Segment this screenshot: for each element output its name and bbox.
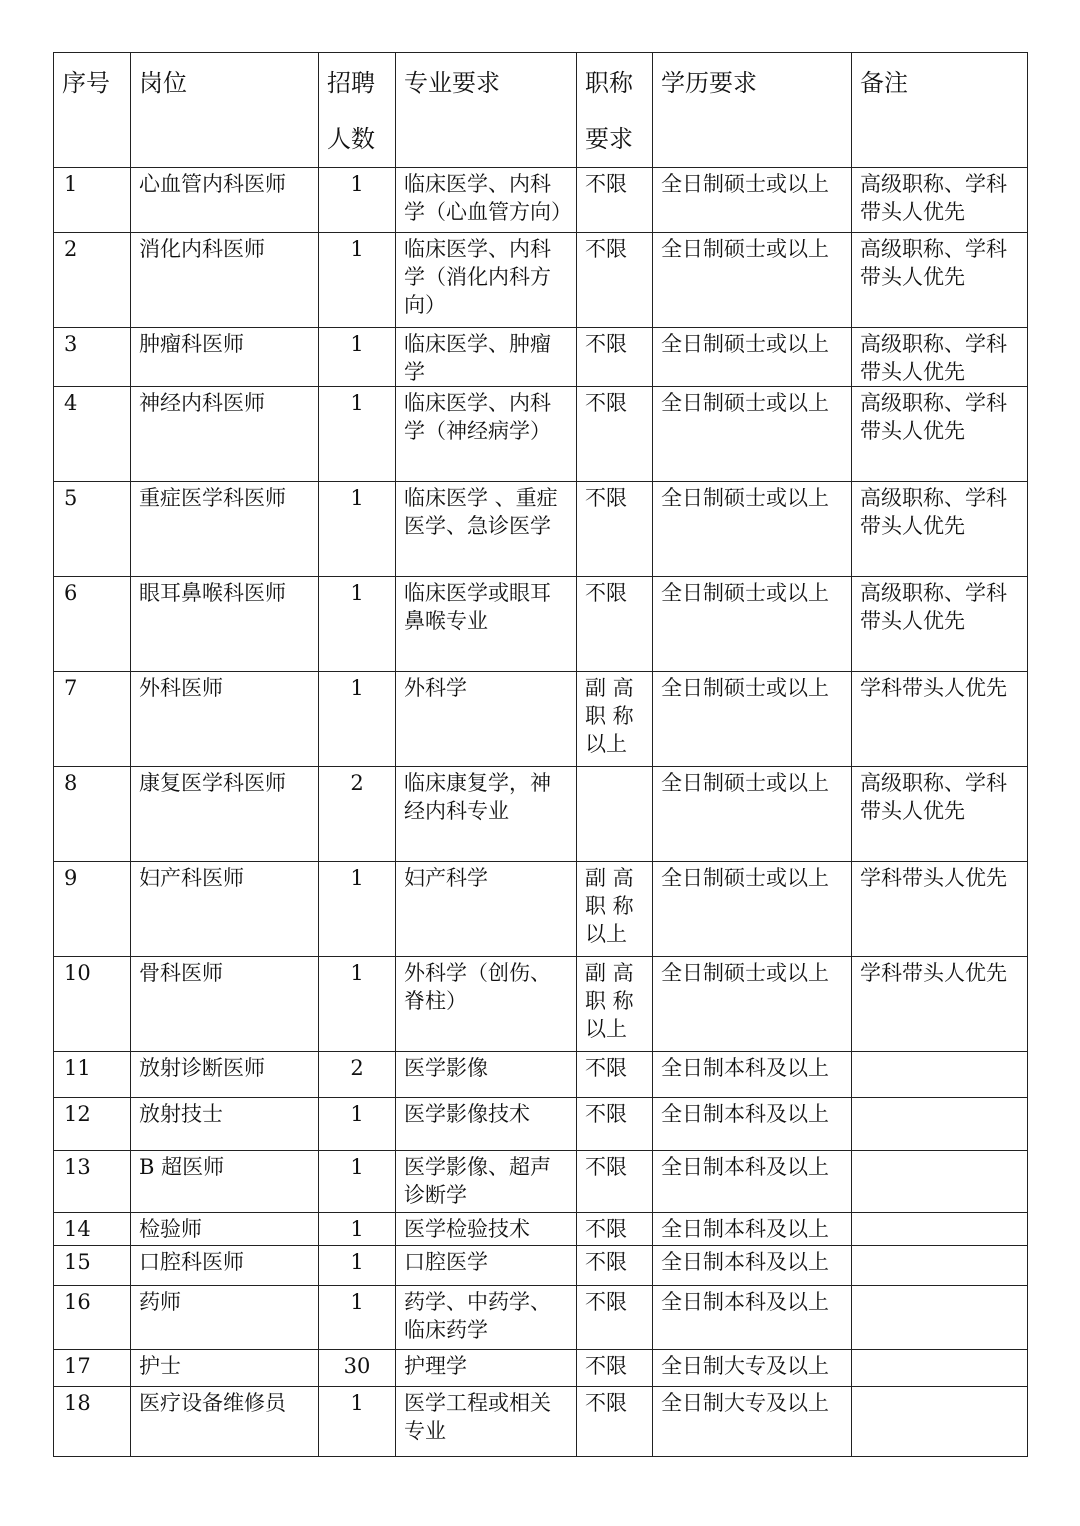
cell-count-text: 1: [350, 1391, 364, 1415]
cell-note-text: 高级职称、学科 带头人优先: [860, 391, 1007, 443]
cell-count-text: 1: [350, 172, 364, 196]
cell-post: [131, 1098, 319, 1151]
cell-major-text: 临床医学 、重症 医学、急诊医学: [404, 486, 558, 538]
cell-post: [131, 233, 319, 328]
cell-seq-text: 10: [64, 961, 91, 985]
cell-count: [319, 1387, 396, 1457]
cell-note: [852, 957, 1028, 1052]
cell-post: [131, 328, 319, 387]
cell-post: [131, 767, 319, 862]
cell-edu: [653, 862, 852, 957]
cell-post: [131, 1213, 319, 1246]
cell-seq: [54, 862, 131, 957]
cell-post-text: 康复医学科医师: [139, 771, 286, 795]
cell-title: [577, 387, 653, 482]
cell-post-text: B 超医师: [139, 1155, 225, 1179]
cell-note: [852, 1098, 1028, 1151]
cell-major: [396, 1350, 577, 1387]
cell-edu-text: 全日制硕士或以上: [661, 172, 829, 196]
table-row: [54, 1052, 1028, 1098]
cell-major-text: 临床医学或眼耳 鼻喉专业: [404, 581, 551, 633]
table-row: [54, 168, 1028, 233]
cell-note-text: 高级职称、学科 带头人优先: [860, 237, 1007, 289]
cell-title-text: 不限: [585, 1056, 627, 1080]
cell-post-text: 放射诊断医师: [139, 1056, 265, 1080]
cell-edu-text: 全日制本科及以上: [661, 1102, 829, 1126]
cell-seq-text: 17: [64, 1354, 91, 1378]
cell-note-text: 学科带头人优先: [860, 866, 1007, 890]
cell-seq-text: 3: [64, 332, 78, 356]
cell-edu: [653, 1098, 852, 1151]
cell-title-text: 不限: [585, 332, 627, 356]
cell-count-text: 1: [350, 676, 364, 700]
cell-note: [852, 168, 1028, 233]
cell-major-text: 临床医学、内科 学（神经病学）: [404, 391, 551, 443]
cell-major: [396, 1052, 577, 1098]
cell-count-text: 1: [350, 1250, 364, 1274]
cell-major-text: 临床医学、内科 学（消化内科方 向）: [404, 237, 551, 317]
cell-post: [131, 1151, 319, 1213]
cell-post-text: 眼耳鼻喉科医师: [139, 581, 286, 605]
cell-seq: [54, 1387, 131, 1457]
cell-note: [852, 233, 1028, 328]
header-post: 岗位: [131, 53, 319, 168]
cell-count: [319, 957, 396, 1052]
cell-count-text: 1: [350, 391, 364, 415]
cell-title-text: 不限: [585, 486, 627, 510]
cell-post-text: 外科医师: [139, 676, 223, 700]
cell-count: [319, 1246, 396, 1286]
cell-seq: [54, 233, 131, 328]
cell-title-text: 不限: [585, 1354, 627, 1378]
cell-edu-text: 全日制本科及以上: [661, 1056, 829, 1080]
table-body: [54, 168, 1028, 1457]
cell-count: [319, 1098, 396, 1151]
cell-post: [131, 482, 319, 577]
cell-major-text: 护理学: [404, 1354, 467, 1378]
header-title: 职称 要求: [577, 53, 653, 168]
cell-edu-text: 全日制硕士或以上: [661, 866, 829, 890]
cell-seq: [54, 482, 131, 577]
cell-post-text: 妇产科医师: [139, 866, 244, 890]
cell-edu-text: 全日制本科及以上: [661, 1290, 829, 1314]
cell-post: [131, 957, 319, 1052]
cell-count-text: 1: [350, 486, 364, 510]
cell-post-text: 放射技士: [139, 1102, 223, 1126]
cell-count-text: 30: [343, 1354, 371, 1378]
header-row: [54, 53, 1028, 168]
cell-title: [577, 1098, 653, 1151]
cell-note-text: 高级职称、学科 带头人优先: [860, 332, 1007, 384]
cell-note: [852, 1213, 1028, 1246]
table-row: [54, 1246, 1028, 1286]
cell-title: [577, 577, 653, 672]
cell-edu: [653, 1286, 852, 1350]
cell-edu-text: 全日制硕士或以上: [661, 676, 829, 700]
cell-title-text: 不限: [585, 1290, 627, 1314]
cell-note: [852, 1350, 1028, 1387]
cell-major-text: 医学影像技术: [404, 1102, 530, 1126]
cell-title: [577, 957, 653, 1052]
cell-seq-text: 5: [64, 486, 78, 510]
cell-seq: [54, 1246, 131, 1286]
cell-count: [319, 1052, 396, 1098]
cell-major: [396, 767, 577, 862]
cell-seq-text: 7: [64, 676, 78, 700]
cell-count: [319, 862, 396, 957]
cell-major-text: 医学影像、超声 诊断学: [404, 1155, 551, 1207]
cell-count: [319, 387, 396, 482]
cell-title-text: 不限: [585, 1217, 627, 1241]
cell-note: [852, 1387, 1028, 1457]
cell-major: [396, 233, 577, 328]
cell-seq-text: 8: [64, 771, 78, 795]
table-row: [54, 328, 1028, 387]
cell-edu: [653, 957, 852, 1052]
cell-title-text: 不限: [585, 1102, 627, 1126]
cell-count-text: 1: [350, 1290, 364, 1314]
cell-major-text: 外科学: [404, 676, 467, 700]
header-seq: 序号: [54, 53, 131, 168]
cell-seq-text: 2: [64, 237, 78, 261]
table-row: [54, 957, 1028, 1052]
cell-note: [852, 482, 1028, 577]
cell-title-text: 不限: [585, 1155, 627, 1179]
cell-note: [852, 328, 1028, 387]
cell-note: [852, 672, 1028, 767]
cell-count: [319, 672, 396, 767]
cell-count-text: 2: [350, 1056, 364, 1080]
cell-major: [396, 1286, 577, 1350]
cell-major: [396, 1098, 577, 1151]
cell-seq: [54, 767, 131, 862]
table-row: [54, 672, 1028, 767]
cell-note: [852, 862, 1028, 957]
cell-title: [577, 672, 653, 767]
recruitment-table: [53, 52, 1028, 1457]
cell-note-text: 高级职称、学科 带头人优先: [860, 581, 1007, 633]
header-edu: 学历要求: [653, 53, 852, 168]
cell-edu: [653, 1151, 852, 1213]
cell-major: [396, 672, 577, 767]
cell-count-text: 1: [350, 1102, 364, 1126]
cell-title: [577, 1052, 653, 1098]
cell-seq-text: 12: [64, 1102, 91, 1126]
cell-title-text: 不限: [585, 172, 627, 196]
cell-edu: [653, 672, 852, 767]
table-row: [54, 1151, 1028, 1213]
cell-post: [131, 862, 319, 957]
table-row: [54, 862, 1028, 957]
cell-major-text: 外科学（创伤、 脊柱）: [404, 961, 551, 1013]
cell-edu-text: 全日制硕士或以上: [661, 581, 829, 605]
cell-count: [319, 233, 396, 328]
cell-title-text: 副 高 职 称 以上: [585, 866, 634, 946]
cell-count-text: 1: [350, 1217, 364, 1241]
cell-count: [319, 1350, 396, 1387]
cell-seq: [54, 1151, 131, 1213]
table-row: [54, 577, 1028, 672]
cell-major: [396, 957, 577, 1052]
cell-major-text: 口腔医学: [404, 1250, 488, 1274]
cell-title: [577, 1213, 653, 1246]
cell-post: [131, 387, 319, 482]
cell-seq: [54, 1052, 131, 1098]
cell-post-text: 肿瘤科医师: [139, 332, 244, 356]
cell-major: [396, 1387, 577, 1457]
cell-major: [396, 577, 577, 672]
cell-note: [852, 1151, 1028, 1213]
cell-major: [396, 482, 577, 577]
cell-seq: [54, 1350, 131, 1387]
cell-title: [577, 862, 653, 957]
cell-note-text: 高级职称、学科 带头人优先: [860, 771, 1007, 823]
table-row: [54, 233, 1028, 328]
header-major: 专业要求: [396, 53, 577, 168]
cell-edu-text: 全日制硕士或以上: [661, 961, 829, 985]
cell-count-text: 1: [350, 237, 364, 261]
cell-count: [319, 577, 396, 672]
table-row: [54, 767, 1028, 862]
cell-edu: [653, 767, 852, 862]
cell-post-text: 护士: [139, 1354, 181, 1378]
cell-post-text: 骨科医师: [139, 961, 223, 985]
cell-seq-text: 6: [64, 581, 78, 605]
cell-title: [577, 1350, 653, 1387]
cell-edu: [653, 482, 852, 577]
cell-post-text: 口腔科医师: [139, 1250, 244, 1274]
cell-note: [852, 387, 1028, 482]
cell-count-text: 1: [350, 332, 364, 356]
cell-note: [852, 1246, 1028, 1286]
cell-post: [131, 672, 319, 767]
cell-note-text: 高级职称、学科 带头人优先: [860, 172, 1007, 224]
cell-major: [396, 168, 577, 233]
cell-count-text: 1: [350, 581, 364, 605]
cell-count: [319, 1286, 396, 1350]
cell-title: [577, 328, 653, 387]
cell-title: [577, 482, 653, 577]
cell-count: [319, 1213, 396, 1246]
cell-note-text: 高级职称、学科 带头人优先: [860, 486, 1007, 538]
cell-seq-text: 1: [64, 172, 78, 196]
cell-edu-text: 全日制硕士或以上: [661, 332, 829, 356]
cell-count: [319, 168, 396, 233]
table-row: [54, 1286, 1028, 1350]
cell-major: [396, 328, 577, 387]
table-row: [54, 1098, 1028, 1151]
cell-edu: [653, 168, 852, 233]
cell-edu-text: 全日制硕士或以上: [661, 391, 829, 415]
cell-seq: [54, 328, 131, 387]
cell-note: [852, 577, 1028, 672]
cell-post-text: 消化内科医师: [139, 237, 265, 261]
cell-post-text: 重症医学科医师: [139, 486, 286, 510]
cell-edu-text: 全日制硕士或以上: [661, 486, 829, 510]
cell-major-text: 医学工程或相关 专业: [404, 1391, 551, 1443]
cell-title-text: 不限: [585, 1250, 627, 1274]
cell-post: [131, 1246, 319, 1286]
cell-seq-text: 14: [64, 1217, 91, 1241]
cell-count-text: 1: [350, 1155, 364, 1179]
cell-seq-text: 11: [64, 1056, 91, 1080]
cell-major-text: 临床康复学，神 经内科专业: [404, 771, 551, 823]
cell-title: [577, 1286, 653, 1350]
cell-edu-text: 全日制本科及以上: [661, 1217, 829, 1241]
cell-title: [577, 1387, 653, 1457]
cell-edu-text: 全日制硕士或以上: [661, 771, 829, 795]
cell-edu: [653, 1052, 852, 1098]
cell-seq-text: 15: [64, 1250, 91, 1274]
cell-edu-text: 全日制大专及以上: [661, 1391, 829, 1415]
cell-edu: [653, 387, 852, 482]
cell-seq: [54, 1286, 131, 1350]
cell-seq-text: 4: [64, 391, 78, 415]
cell-major: [396, 387, 577, 482]
cell-major-text: 临床医学、肿瘤 学: [404, 332, 551, 384]
cell-note: [852, 1052, 1028, 1098]
cell-post-text: 检验师: [139, 1217, 202, 1241]
cell-count-text: 1: [350, 961, 364, 985]
cell-title: [577, 1151, 653, 1213]
cell-seq: [54, 672, 131, 767]
cell-edu: [653, 233, 852, 328]
cell-post: [131, 1052, 319, 1098]
cell-edu-text: 全日制本科及以上: [661, 1250, 829, 1274]
cell-title-text: 副 高 职 称 以上: [585, 676, 634, 756]
cell-note: [852, 767, 1028, 862]
cell-major-text: 医学检验技术: [404, 1217, 530, 1241]
cell-post-text: 药师: [139, 1290, 181, 1314]
cell-major-text: 药学、中药学、 临床药学: [404, 1290, 551, 1342]
cell-title-text: 副 高 职 称 以上: [585, 961, 634, 1041]
cell-note: [852, 1286, 1028, 1350]
cell-edu-text: 全日制硕士或以上: [661, 237, 829, 261]
cell-seq: [54, 957, 131, 1052]
cell-seq: [54, 1098, 131, 1151]
cell-major-text: 妇产科学: [404, 866, 488, 890]
table-row: [54, 1213, 1028, 1246]
header-count: 招聘 人数: [319, 53, 396, 168]
cell-post: [131, 1286, 319, 1350]
cell-post: [131, 168, 319, 233]
cell-edu: [653, 328, 852, 387]
cell-post-text: 神经内科医师: [139, 391, 265, 415]
cell-title-text: 不限: [585, 1391, 627, 1415]
cell-title: [577, 168, 653, 233]
cell-seq: [54, 1213, 131, 1246]
header-note: 备注: [852, 53, 1028, 168]
cell-title-text: 不限: [585, 237, 627, 261]
table-row: [54, 1350, 1028, 1387]
cell-seq: [54, 168, 131, 233]
cell-seq: [54, 387, 131, 482]
cell-edu: [653, 1246, 852, 1286]
cell-title: [577, 233, 653, 328]
cell-seq-text: 13: [64, 1155, 91, 1179]
cell-major: [396, 1151, 577, 1213]
cell-title-text: 不限: [585, 391, 627, 415]
cell-major: [396, 862, 577, 957]
cell-major: [396, 1213, 577, 1246]
cell-count-text: 1: [350, 866, 364, 890]
cell-post: [131, 577, 319, 672]
cell-count-text: 2: [350, 771, 364, 795]
cell-seq-text: 18: [64, 1391, 91, 1415]
cell-edu-text: 全日制本科及以上: [661, 1155, 829, 1179]
cell-post: [131, 1387, 319, 1457]
cell-edu: [653, 1350, 852, 1387]
cell-edu: [653, 1213, 852, 1246]
cell-title: [577, 1246, 653, 1286]
table-row: [54, 1387, 1028, 1457]
cell-title: [577, 767, 653, 862]
table-row: [54, 387, 1028, 482]
cell-edu-text: 全日制大专及以上: [661, 1354, 829, 1378]
cell-edu: [653, 1387, 852, 1457]
cell-seq: [54, 577, 131, 672]
cell-post-text: 心血管内科医师: [139, 172, 286, 196]
cell-note-text: 学科带头人优先: [860, 961, 1007, 985]
cell-count: [319, 328, 396, 387]
table-row: [54, 482, 1028, 577]
cell-count: [319, 482, 396, 577]
cell-major: [396, 1246, 577, 1286]
cell-count: [319, 1151, 396, 1213]
cell-post-text: 医疗设备维修员: [139, 1391, 286, 1415]
cell-note-text: 学科带头人优先: [860, 676, 1007, 700]
cell-title-text: 不限: [585, 581, 627, 605]
cell-count: [319, 767, 396, 862]
cell-major-text: 医学影像: [404, 1056, 488, 1080]
cell-major-text: 临床医学、内科 学（心血管方向）: [404, 172, 572, 224]
cell-seq-text: 16: [64, 1290, 91, 1314]
cell-post: [131, 1350, 319, 1387]
cell-seq-text: 9: [64, 866, 78, 890]
cell-edu: [653, 577, 852, 672]
